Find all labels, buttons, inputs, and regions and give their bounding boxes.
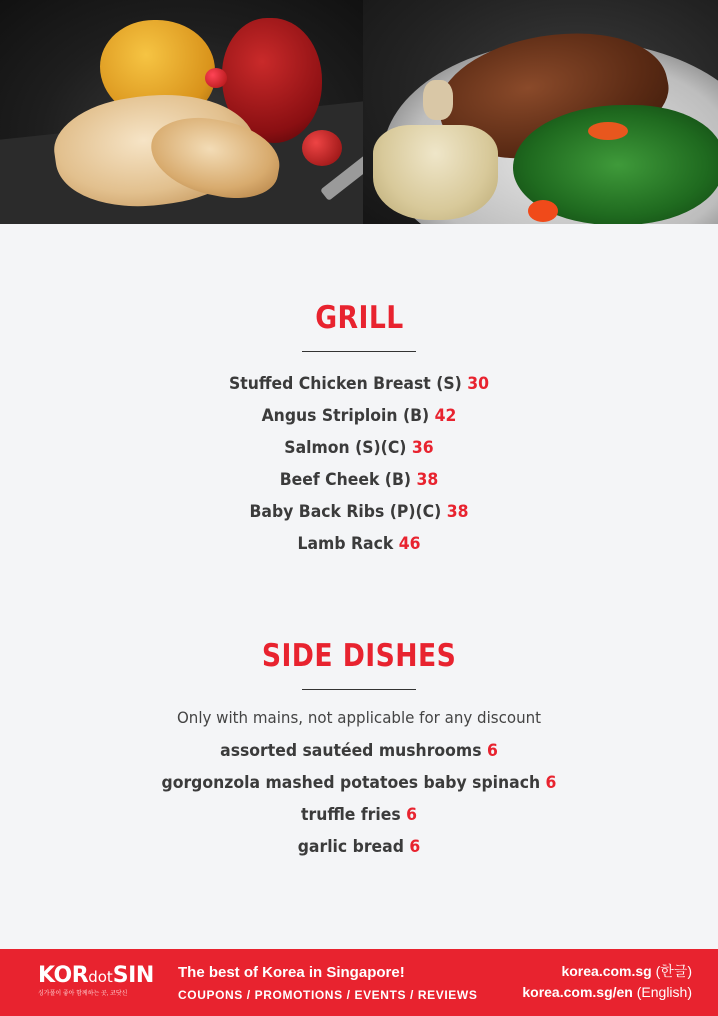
grilled-chicken-photo (0, 0, 363, 224)
tagline-text: The best of Korea in Singapore! (178, 964, 405, 981)
footer-tagline (178, 963, 477, 1005)
menu-item: gorgonzola mashed potatoes baby spinach 6 (161, 773, 557, 793)
side-dish-items (0, 735, 718, 863)
grill-section (0, 293, 718, 560)
menu-item: Lamb Rack 46 (297, 534, 421, 554)
menu-item: Stuffed Chicken Breast (S) 30 (228, 374, 490, 394)
side-dishes-section (0, 631, 718, 863)
side-dishes-title: SIDE DISHES (261, 638, 457, 674)
site-link-english[interactable]: korea.com.sg/en (English) (522, 984, 692, 1000)
menu-item: Beef Cheek (B) 38 (279, 470, 439, 490)
site-link-korean[interactable]: korea.com.sg (한글) (561, 963, 692, 979)
kordotsin-logo[interactable] (38, 963, 158, 1005)
menu-item: truffle fries 6 (301, 805, 417, 825)
beef-cheek-photo (363, 0, 718, 224)
grill-title: GRILL (314, 300, 404, 336)
grill-items (0, 368, 718, 560)
menu-item: Baby Back Ribs (P)(C) 38 (249, 502, 469, 522)
menu-item: Salmon (S)(C) 36 (284, 438, 434, 458)
side-dishes-note: Only with mains, not applicable for any discount (176, 708, 542, 727)
menu-item: Angus Striploin (B) 42 (261, 406, 457, 426)
footer-links[interactable]: COUPONS / PROMOTIONS / EVENTS / REVIEWS (178, 988, 478, 1002)
hero-photos (0, 0, 718, 224)
menu-item: garlic bread 6 (297, 837, 421, 857)
logo-sin: SIN (112, 963, 154, 988)
footer-banner (0, 949, 718, 1016)
grill-divider (302, 351, 416, 352)
logo-dot: dot (88, 968, 113, 986)
site-links (522, 961, 692, 1003)
logo-tagline: 싱가폴이 좋아 함께하는 곳, 코닷신 (38, 991, 128, 997)
side-dishes-divider (302, 689, 416, 690)
logo-kor: KOR (38, 963, 89, 988)
menu-item: assorted sautéed mushrooms 6 (220, 741, 498, 761)
